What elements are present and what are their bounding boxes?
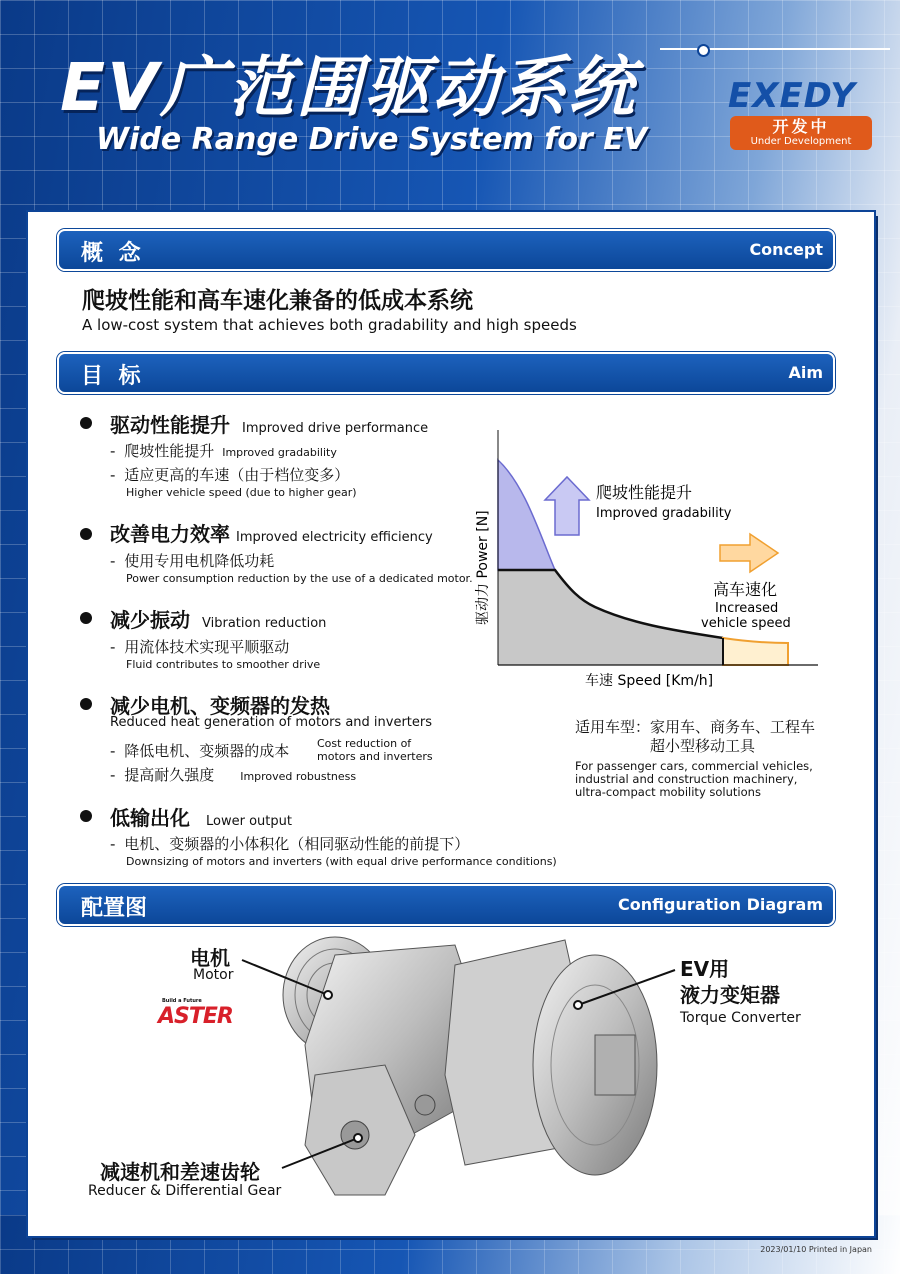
section-title-en: Concept	[749, 240, 823, 259]
performance-chart	[470, 425, 830, 695]
base-area	[498, 570, 723, 665]
aim-sub-item: - 适应更高的车速（由于档位变多）	[110, 466, 350, 484]
motor-leader-line	[240, 955, 340, 1000]
aim-sub-item: - 用流体技术实现平顺驱动	[110, 638, 290, 656]
gear-label-cn: 减速机和差速齿轮	[100, 1160, 260, 1184]
motor-label-cn: 电机	[190, 946, 230, 970]
gear-label-en: Reducer & Differential Gear	[88, 1183, 282, 1199]
aim-sub-item-en: Downsizing of motors and inverters (with equal drive performance conditions)	[126, 855, 557, 868]
tc-leader-line	[570, 965, 680, 1015]
decor-line	[660, 48, 890, 50]
bullet	[80, 528, 92, 540]
tc-label-en: Torque Converter	[680, 1010, 801, 1026]
arrow-up-icon	[545, 477, 589, 535]
aim-item-title: 驱动性能提升 Improved drive performance	[110, 413, 429, 437]
x-axis-label: 车速 Speed [Km/h]	[585, 673, 714, 689]
aim-sub-item: - 降低电机、变频器的成本	[110, 742, 290, 760]
y-axis-label: 驱动力 Power [N]	[475, 510, 491, 625]
section-title-en: Configuration Diagram	[618, 895, 823, 914]
annotation-speed-en-1: Increased	[715, 601, 779, 616]
annotation-gradability-en: Improved gradability	[596, 506, 732, 521]
aster-logo: ASTER	[158, 1004, 233, 1029]
gear-leader-line	[280, 1130, 370, 1175]
aim-sub-item: - 使用专用电机降低功耗	[110, 552, 275, 570]
aster-tagline: Build a Future	[162, 998, 202, 1004]
bullet	[80, 417, 92, 429]
section-concept	[57, 229, 835, 271]
development-badge	[730, 116, 872, 150]
annotation-speed-en-2: vehicle speed	[701, 616, 791, 631]
aim-item-title-en: Reduced heat generation of motors and inverters	[110, 715, 433, 730]
aim-sub-item-en: Fluid contributes to smoother drive	[126, 658, 321, 671]
concept-headline: 爬坡性能和高车速化兼备的低成本系统	[82, 288, 473, 314]
application-en: For passenger cars, commercial vehicles, industrial and construction machinery, ultra-compact mobility solutions	[575, 759, 813, 799]
page-subtitle: Wide Range Drive System for EV	[96, 122, 647, 157]
section-title-en: Aim	[788, 363, 823, 382]
aim-sub-item-en: Cost reduction of motors and inverters	[317, 737, 433, 763]
section-title-cn: 配置图	[81, 896, 148, 921]
aim-item-title: 减少电机、变频器的发热	[110, 694, 330, 718]
gradability-area	[498, 460, 555, 570]
section-config	[57, 884, 835, 926]
bullet	[80, 612, 92, 624]
section-title-cn: 目 标	[81, 364, 145, 389]
bullet	[80, 810, 92, 822]
tc-label-cn: EV用 液力变矩器	[680, 957, 780, 1007]
section-title-cn: 概 念	[81, 241, 145, 266]
application-cn: 适用车型：家用车、商务车、工程车 超小型移动工具	[575, 718, 816, 755]
aim-item-title: 改善电力效率 Improved electricity efficiency	[110, 522, 433, 546]
aim-sub-item: - 提高耐久强度 Improved robustness	[110, 766, 357, 784]
aim-sub-item-en: Power consumption reduction by the use of a dedicated motor.	[126, 572, 473, 585]
decor-dot	[697, 44, 710, 57]
page-title: EV广范围驱动系统	[60, 49, 637, 126]
arrow-right-icon	[720, 534, 778, 572]
annotation-gradability-cn: 爬坡性能提升	[596, 483, 693, 502]
concept-headline-en: A low-cost system that achieves both gradability and high speeds	[82, 316, 577, 334]
badge-cn: 开发中	[772, 117, 830, 136]
bullet	[80, 698, 92, 710]
section-aim	[57, 352, 835, 394]
aim-item-title: 低输出化 Lower output	[110, 806, 292, 830]
badge-en: Under Development	[750, 136, 852, 147]
motor-label-en: Motor	[193, 967, 234, 983]
exedy-logo: EXEDY	[728, 76, 856, 116]
aim-sub-item-en: Higher vehicle speed (due to higher gear)	[126, 486, 357, 499]
annotation-speed-cn: 高车速化	[713, 580, 778, 599]
footer-print-info: 2023/01/10 Printed in Japan	[760, 1245, 872, 1254]
aim-sub-item: - 电机、变频器的小体积化（相同驱动性能的前提下）	[110, 835, 470, 853]
speed-area	[723, 638, 788, 665]
aim-sub-item: - 爬坡性能提升 Improved gradability	[110, 442, 337, 460]
aim-item-title: 减少振动 Vibration reduction	[110, 608, 327, 632]
